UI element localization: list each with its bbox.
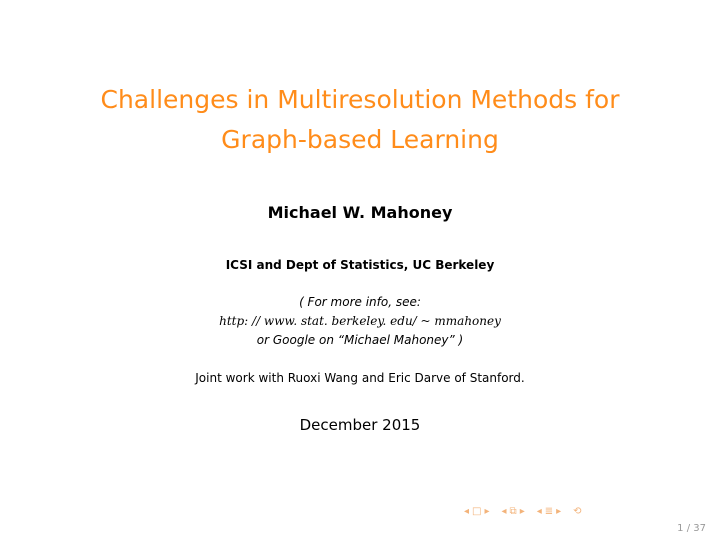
nav-subsection-left-icon[interactable]: ◂ [501, 506, 507, 517]
info-line-1: ( For more info, see: [299, 295, 421, 309]
beamer-nav-bar [464, 506, 582, 517]
affiliation: ICSI and Dept of Statistics, UC Berkeley [225, 258, 495, 272]
title-line-1: Challenges in Multiresolution Methods for [100, 85, 620, 114]
slide-title [0, 80, 720, 160]
author: Michael W. Mahoney [267, 203, 453, 222]
info-line-3: or Google on “Michael Mahoney” ) [256, 333, 464, 347]
page-number: 1 / 37 [677, 523, 706, 534]
nav-frame-right-icon[interactable]: ▸ [484, 506, 490, 517]
nav-subsection-right-icon[interactable]: ▸ [519, 506, 525, 517]
nav-subsection-icon[interactable]: ⧉ [509, 506, 517, 517]
nav-frame-icon[interactable]: □ [472, 506, 482, 517]
info-block [0, 293, 720, 350]
info-url: http: // www. stat. berkeley. edu/ ~ mmahoney [219, 314, 501, 328]
nav-search-icon[interactable]: ⟲ [573, 506, 582, 517]
nav-section-icon[interactable]: ≣ [544, 506, 554, 517]
nav-section-right-icon[interactable]: ▸ [556, 506, 562, 517]
title-line-2: Graph-based Learning [221, 125, 499, 154]
date: December 2015 [299, 416, 421, 434]
nav-section-left-icon[interactable]: ◂ [536, 506, 542, 517]
joint-work: Joint work with Ruoxi Wang and Eric Darve of Stanford. [195, 371, 525, 385]
nav-frame-left-icon[interactable]: ◂ [464, 506, 470, 517]
